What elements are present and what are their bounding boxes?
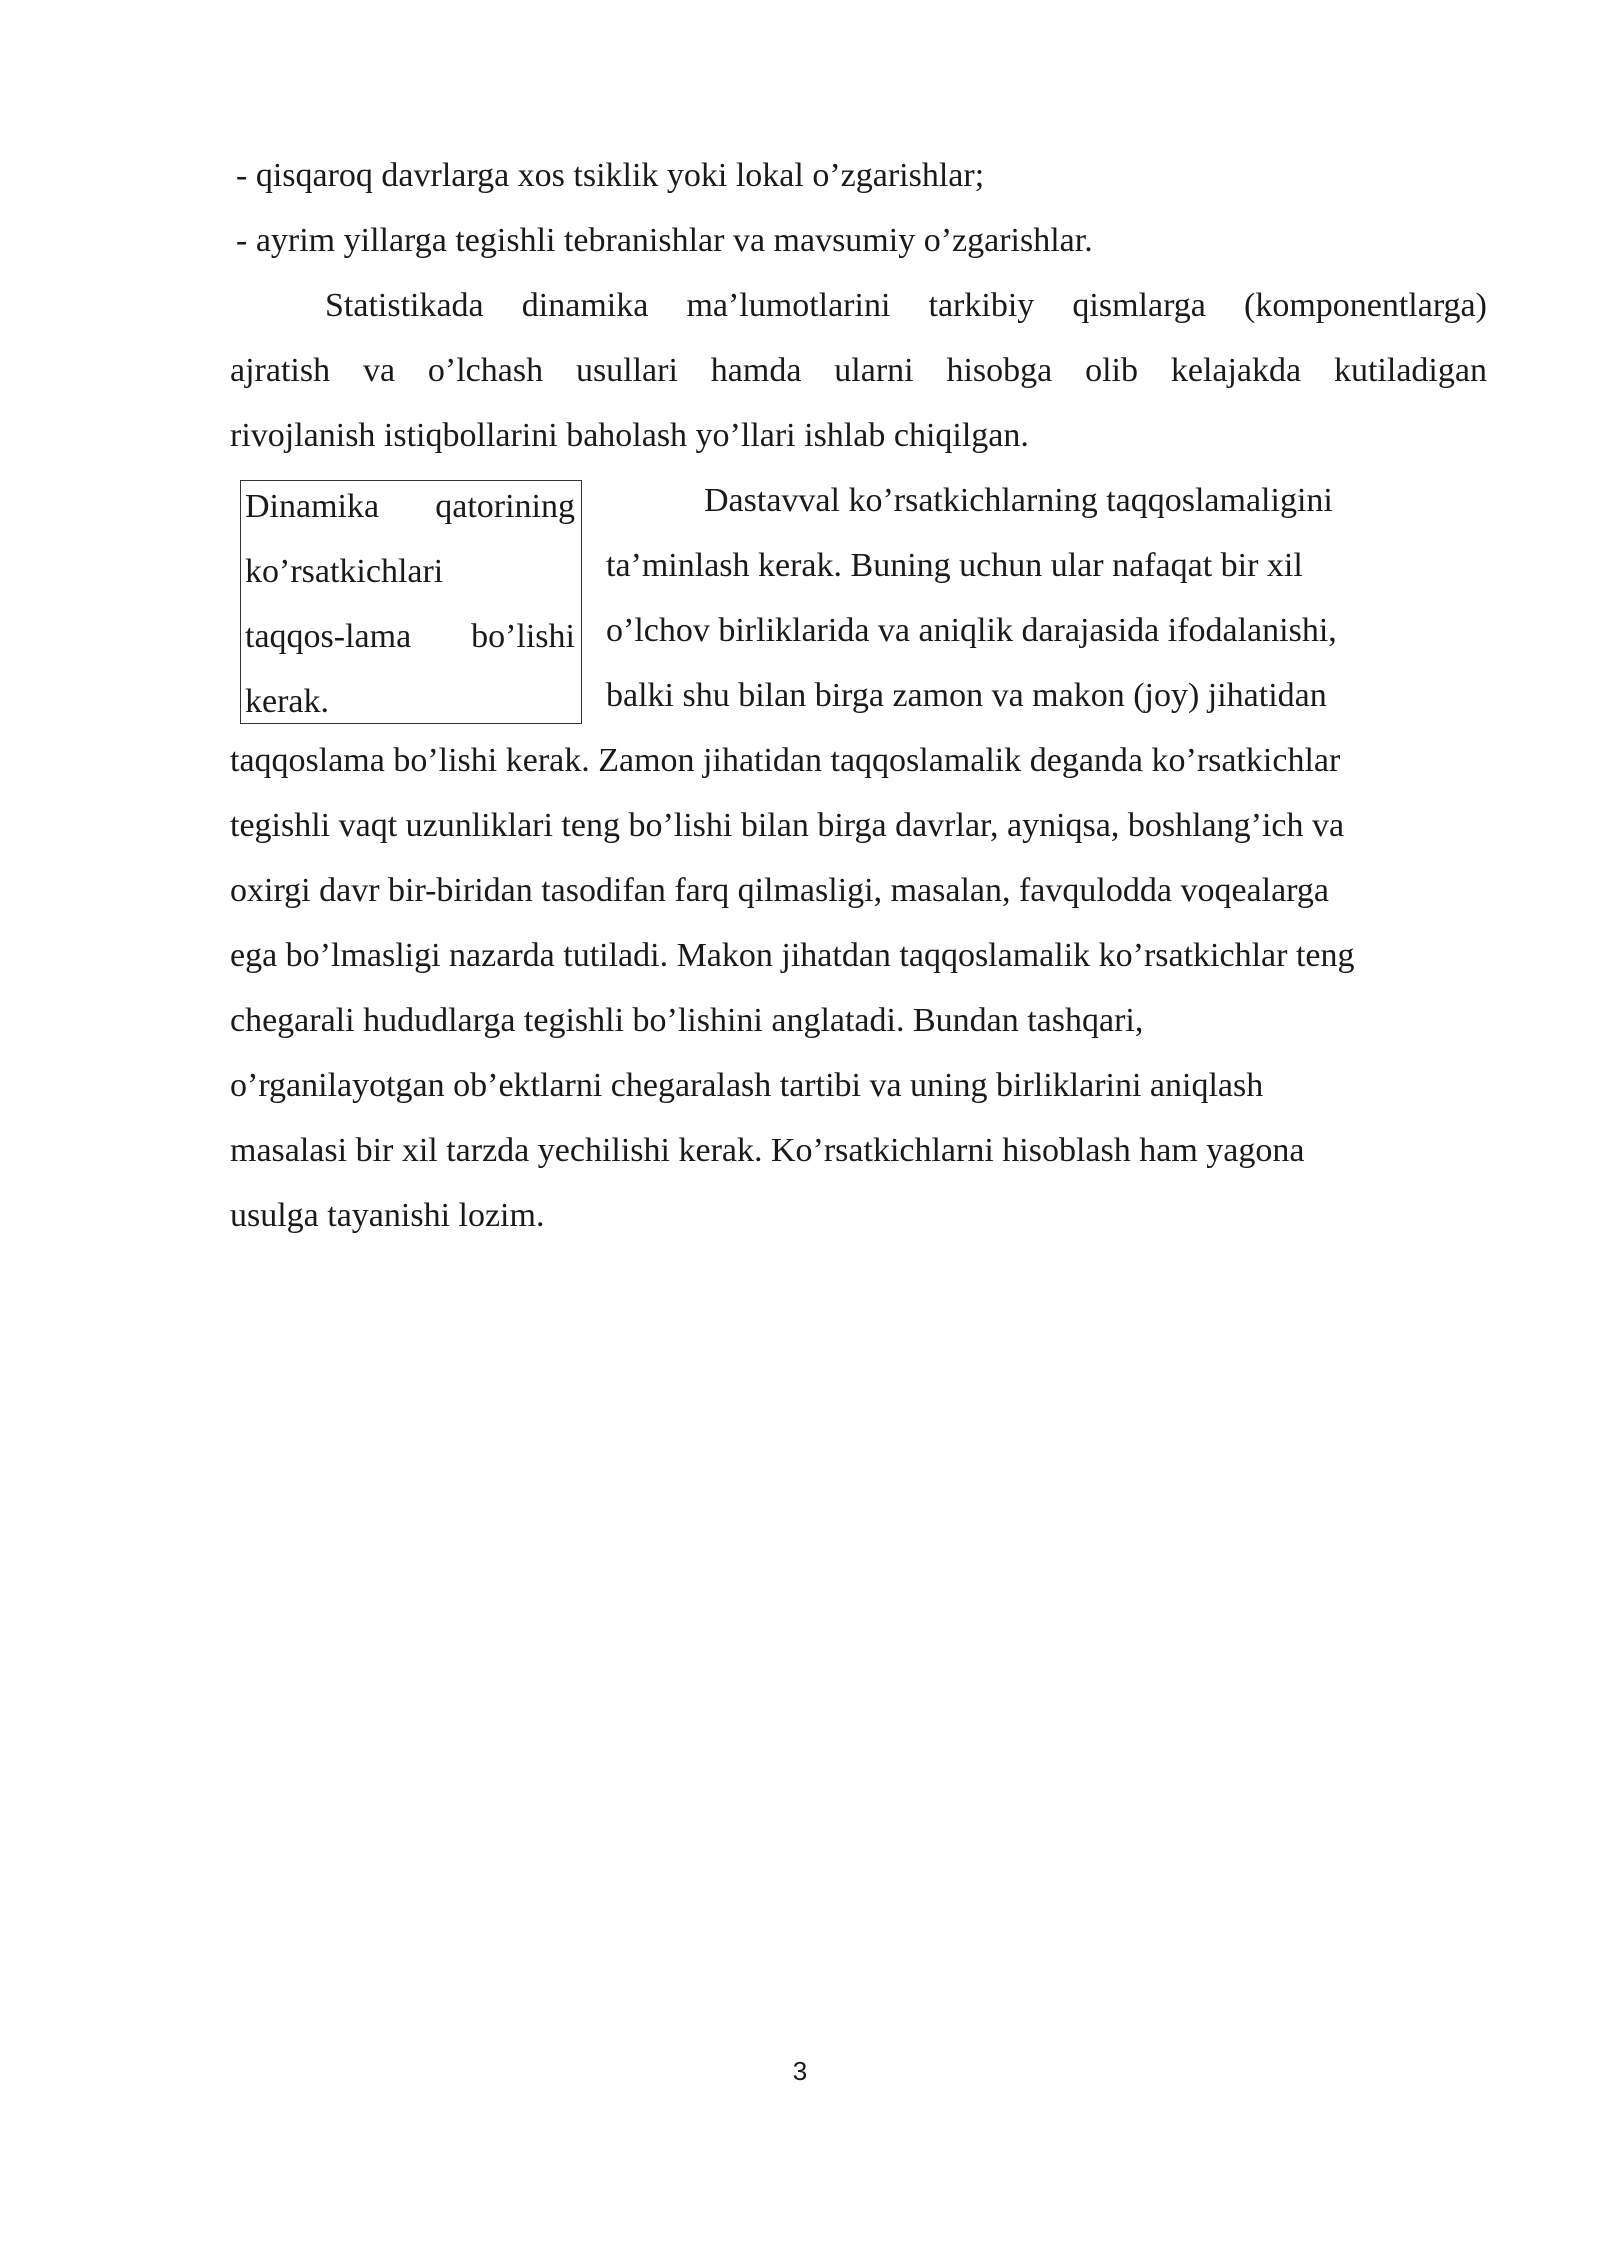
word: qismlarga xyxy=(1072,287,1206,324)
word: va xyxy=(362,352,396,389)
paragraph-line xyxy=(325,286,1487,326)
bullet-item: - ayrim yillarga tegishli tebranishlar va mavsumiy o’zgarishlar. xyxy=(236,222,1093,259)
word: taqqos-lama xyxy=(245,618,412,655)
margin-note-line xyxy=(245,487,575,527)
paragraph-line: tegishli vaqt uzunliklari teng bo’lishi bilan birga davrlar, ayniqsa, boshlang’ich va xyxy=(230,807,1345,844)
word: olib xyxy=(1085,352,1138,389)
margin-note-box xyxy=(240,480,582,724)
word: tarkibiy xyxy=(928,287,1035,324)
paragraph-line: o’lchov birliklarida va aniqlik darajasida ifodalanishi, xyxy=(606,612,1337,649)
paragraph-line: ega bo’lmasligi nazarda tutiladi. Makon jihatdan taqqoslamalik ko’rsatkichlar teng xyxy=(230,937,1355,974)
word: Dinamika xyxy=(245,488,380,525)
word: (komponentlarga) xyxy=(1244,287,1487,324)
word: dinamika xyxy=(521,287,649,324)
word: qatorining xyxy=(435,488,575,525)
paragraph-line: ta’minlash kerak. Buning uchun ular nafaqat bir xil xyxy=(606,547,1303,584)
word: kelajakda xyxy=(1170,352,1302,389)
word: usullari xyxy=(575,352,678,389)
paragraph-line: taqqoslama bo’lishi kerak. Zamon jihatidan taqqoslamalik deganda ko’rsatkichlar xyxy=(230,742,1341,779)
word: Statistikada xyxy=(325,287,484,324)
paragraph-line: rivojlanish istiqbollarini baholash yo’llari ishlab chiqilgan. xyxy=(230,417,1029,454)
paragraph-line: o’rganilayotgan ob’ektlarni chegaralash tartibi va uning birliklarini aniqlash xyxy=(230,1067,1264,1104)
word: bo’lishi xyxy=(471,618,575,655)
paragraph-line: usulga tayanishi lozim. xyxy=(230,1197,545,1234)
paragraph-line: balki shu bilan birga zamon va makon (joy) jihatidan xyxy=(606,677,1327,714)
word: ularni xyxy=(834,352,914,389)
margin-note-line: ko’rsatkichlari xyxy=(245,553,444,590)
paragraph-line: chegarali hududlarga tegishli bo’lishini anglatadi. Bundan tashqari, xyxy=(230,1002,1144,1039)
paragraph-line: Dastavval ko’rsatkichlarning taqqoslamaligini xyxy=(704,482,1333,519)
word: hamda xyxy=(710,352,802,389)
word: o’lchash xyxy=(427,352,544,389)
word: hisobga xyxy=(946,352,1053,389)
margin-note-line: kerak. xyxy=(245,683,330,720)
margin-note-line xyxy=(245,617,575,657)
bullet-item: - qisqaroq davrlarga xos tsiklik yoki lokal o’zgarishlar; xyxy=(236,157,985,194)
paragraph-line: masalasi bir xil tarzda yechilishi kerak. Ko’rsatkichlarni hisoblash ham yagona xyxy=(230,1132,1305,1169)
word: ma’lumotlarini xyxy=(686,287,891,324)
paragraph-line: oxirgi davr bir-biridan tasodifan farq qilmasligi, masalan, favqulodda voqealarga xyxy=(230,872,1329,909)
page-number: 3 xyxy=(792,2056,808,2086)
word: kutiladigan xyxy=(1333,352,1487,389)
paragraph-line xyxy=(230,351,1487,391)
word: ajratish xyxy=(230,352,331,389)
